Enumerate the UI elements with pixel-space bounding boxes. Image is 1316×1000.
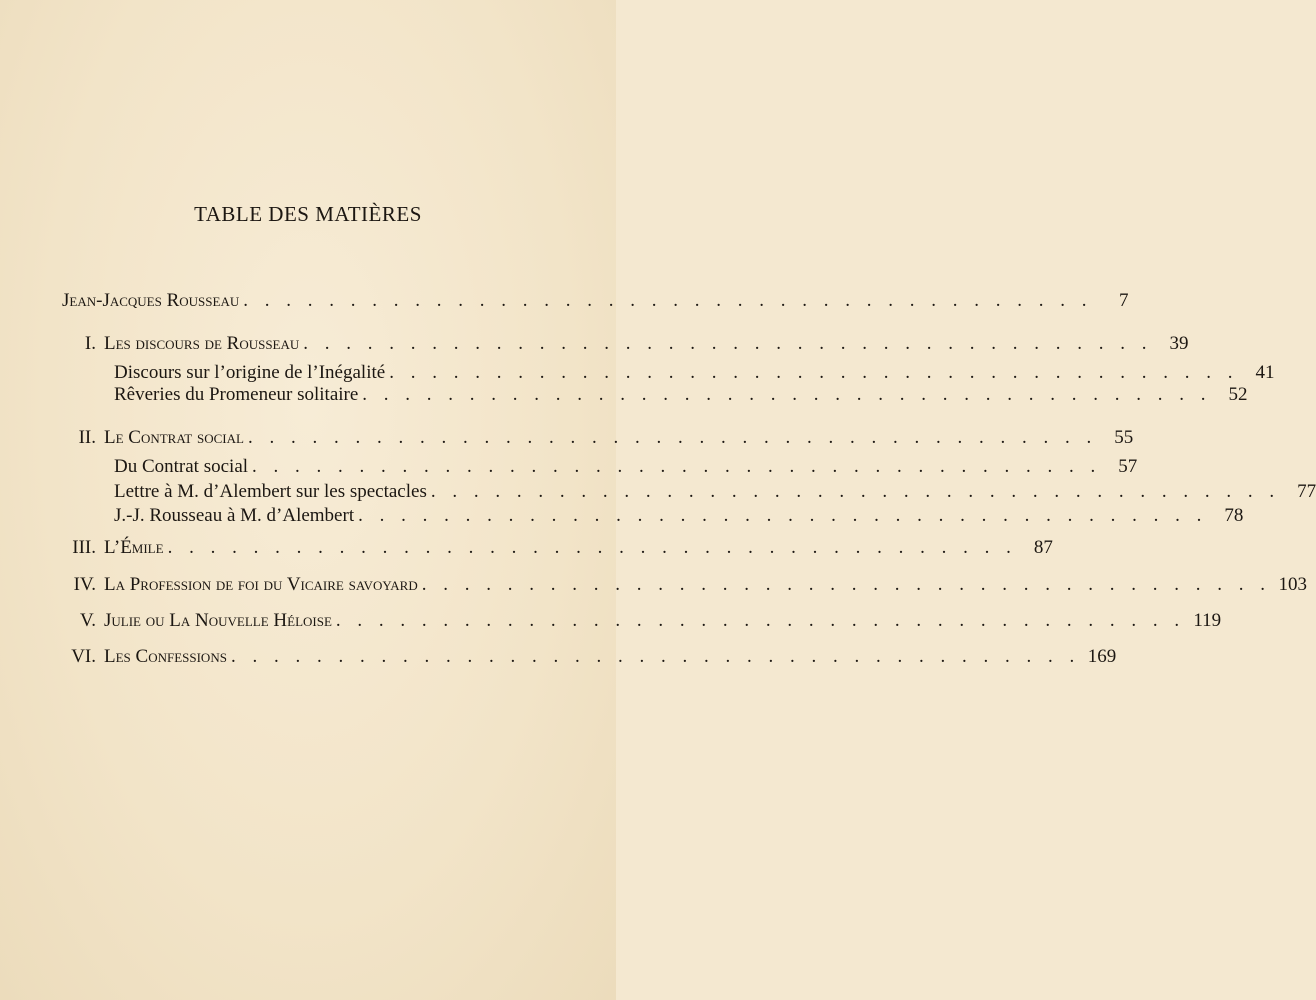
toc-entry-label: L’Émile [104,537,164,558]
toc-entry-number: II. [78,427,96,448]
toc-entry-number: I. [84,333,96,354]
toc-entry-page: 119 [1193,610,1222,631]
toc-entry [62,574,1307,600]
toc-entry [62,646,1117,672]
toc-entry [62,290,1129,316]
toc-entry-page: 87 [1033,537,1053,558]
toc-entry-page: 77 [1297,481,1316,502]
toc-entry-number: V. [79,610,96,631]
dot-leader: . . . . . . . . . . . . . . . . . . . . . . . . . . . . . . . . . . . . . . . . [230,646,1081,667]
toc-entry-label: Discours sur l’origine de l’Inégalité [114,362,386,383]
toc-entry-page: 39 [1169,333,1189,354]
toc-entry-label: La Profession de foi du Vicaire savoyard [104,574,418,595]
toc-entry-number: VI. [71,646,96,667]
toc-entry-label: Les Confessions [104,646,227,667]
toc-entry-number: IV. [73,574,96,595]
toc-subentry [114,505,1244,531]
toc-entry-page: 103 [1278,574,1307,595]
toc-entry-label: Julie ou La Nouvelle Héloise [104,610,332,631]
toc-entry-number: III. [72,537,96,558]
toc-entry-page: 169 [1087,646,1117,667]
toc-entry-page: 78 [1224,505,1244,526]
toc-entry-label: Lettre à M. d’Alembert sur les spectacles [114,481,427,502]
toc-entry-page: 52 [1228,384,1248,405]
dot-leader: . . . . . . . . . . . . . . . . . . . . . . . . . . . . . . . . . . . . . . . . [335,610,1186,631]
dot-leader: . . . . . . . . . . . . . . . . . . . . . . . . . . . . . . . . . . . . . . . . [243,290,1093,311]
toc-entry [62,333,1189,359]
page-title: TABLE DES MATIÈRES [194,202,422,226]
toc-entry-page: 55 [1114,427,1134,448]
toc-entry-label: Du Contrat social [114,456,249,477]
toc-entry [62,610,1222,636]
toc-entry-page: 57 [1118,456,1138,477]
dot-leader: . . . . . . . . . . . . . . . . . . . . . . . . . . . . . . . . . . . . . . . . [247,427,1098,448]
dot-leader: . . . . . . . . . . . . . . . . . . . . . . . . . . . . . . . . . . . . . . . . [421,574,1271,595]
toc-subentry [114,481,1316,507]
toc-entry-label: Les discours de Rousseau [104,333,300,354]
toc-entry-label: Rêveries du Promeneur solitaire [114,384,359,405]
dot-leader: . . . . . . . . . . . . . . . . . . . . . . . . . . . . . . . . . . . . . . . . [358,505,1208,526]
toc-entry-label: J.-J. Rousseau à M. d’Alembert [114,505,355,526]
dot-leader: . . . . . . . . . . . . . . . . . . . . . . . . . . . . . . . . . . . . . . . . [252,456,1102,477]
toc-entry-label: Jean-Jacques Rousseau [62,290,240,311]
toc-entry-page: 7 [1118,290,1129,311]
dot-leader: . . . . . . . . . . . . . . . . . . . . . . . . . . . . . . . . . . . . . . . . [362,384,1212,405]
toc-entry-page: 41 [1255,362,1275,383]
toc-subentry [114,384,1248,410]
dot-leader: . . . . . . . . . . . . . . . . . . . . . . . . . . . . . . . . . . . . . . . . [430,481,1281,502]
toc-subentry [114,456,1138,482]
dot-leader: . . . . . . . . . . . . . . . . . . . . . . . . . . . . . . . . . . . . . . . . [167,537,1017,558]
dot-leader: . . . . . . . . . . . . . . . . . . . . . . . . . . . . . . . . . . . . . . . . [389,362,1239,383]
toc-entry [62,427,1134,453]
toc-entry [62,537,1053,563]
dot-leader: . . . . . . . . . . . . . . . . . . . . . . . . . . . . . . . . . . . . . . . . [303,333,1153,354]
toc-entry-label: Le Contrat social [104,427,244,448]
